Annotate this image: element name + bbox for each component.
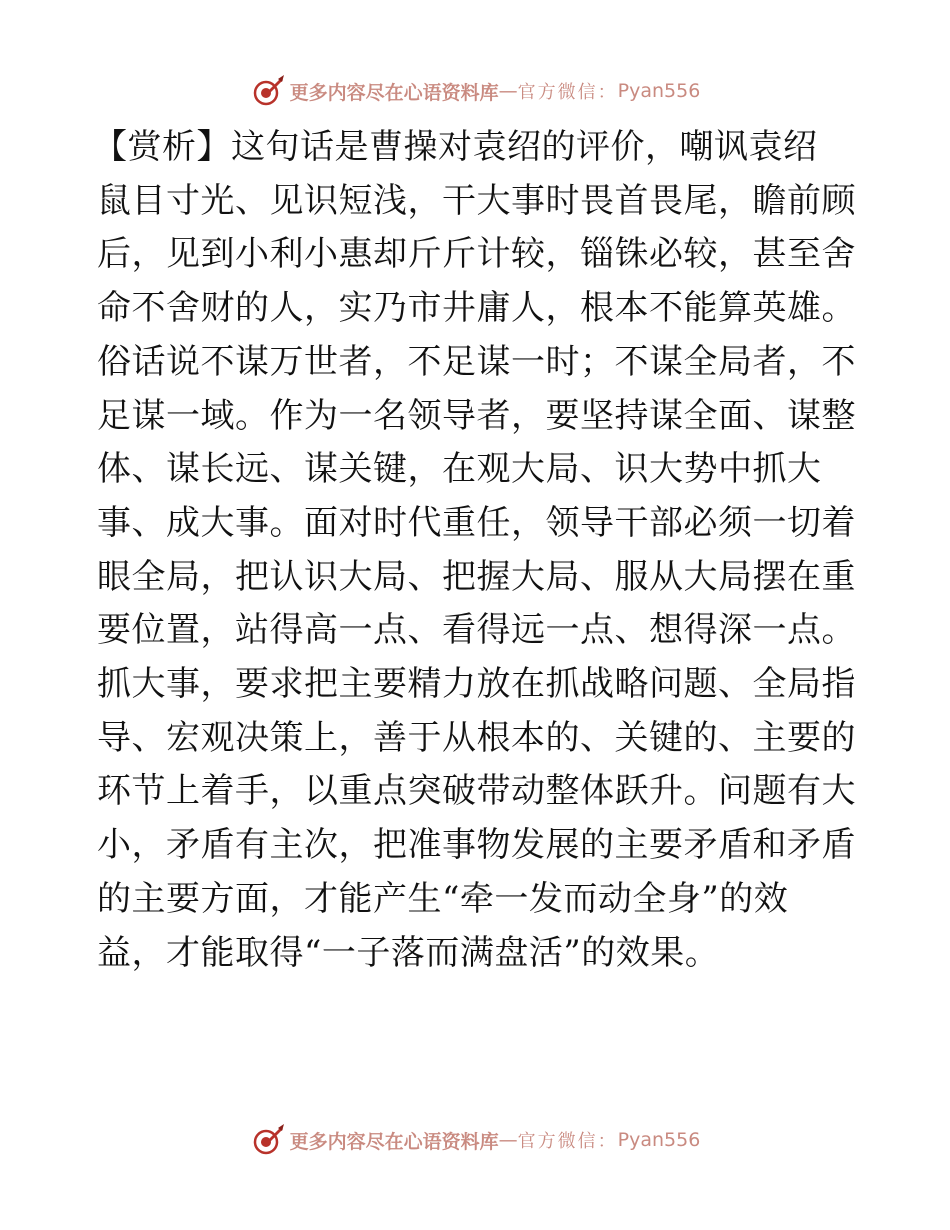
footer-watermark xyxy=(0,1120,950,1160)
body-line: 【赏析】这句话是曹操对袁绍的评价，嘲讽袁绍 xyxy=(93,127,818,167)
header-watermark xyxy=(0,71,950,111)
body-line: 抓大事，要求把主要精力放在抓战略问题、全局指 xyxy=(97,664,856,705)
body-line: 鼠目寸光、见识短浅，干大事时畏首畏尾，瞻前顾 xyxy=(97,180,856,221)
body-line: 事、成大事。面对时代重任，领导干部必须一切着 xyxy=(97,502,856,543)
watermark-brand-text: 更多内容尽在心语资料库 xyxy=(289,1130,499,1153)
body-line: 足谋一域。作为一名领导者，要坚持谋全面、谋整 xyxy=(97,395,856,436)
body-line: 后，见到小利小惠却斤斤计较，锱铢必较，甚至舍 xyxy=(97,234,856,275)
body-line: 眼全局，把认识大局、把握大局、服从大局摆在重 xyxy=(97,556,856,597)
quill-pen-logo-icon xyxy=(250,1122,286,1158)
body-line: 小，矛盾有主次，把准事物发展的主要矛盾和矛盾 xyxy=(97,825,856,866)
body-line: 体、谋长远、谋关键，在观大局、识大势中抓大 xyxy=(97,449,822,490)
watermark-brand-text: 更多内容尽在心语资料库 xyxy=(289,81,499,104)
watermark-dash: — xyxy=(498,1129,518,1151)
quill-pen-logo-icon xyxy=(250,73,286,109)
watermark-dash: — xyxy=(498,80,518,102)
watermark-official-label: 官方微信： xyxy=(517,82,618,103)
body-line: 命不舍财的人，实乃市井庸人，根本不能算英雄。 xyxy=(97,288,856,329)
body-line: 要位置，站得高一点、看得远一点、想得深一点。 xyxy=(97,610,856,651)
article-body xyxy=(93,121,856,980)
watermark-wechat-id: Pyan556 xyxy=(617,80,701,102)
body-line: 益，才能取得“一子落而满盘活”的效果。 xyxy=(97,932,720,973)
body-line: 俗话说不谋万世者，不足谋一时；不谋全局者，不 xyxy=(97,341,856,382)
body-line: 导、宏观决策上，善于从根本的、关键的、主要的 xyxy=(97,717,856,758)
watermark-wechat-id: Pyan556 xyxy=(617,1129,701,1151)
watermark-official-label: 官方微信： xyxy=(517,1131,618,1152)
body-line: 的主要方面，才能产生“牵一发而动全身”的效 xyxy=(97,878,789,919)
body-line: 环节上着手，以重点突破带动整体跃升。问题有大 xyxy=(97,771,856,812)
